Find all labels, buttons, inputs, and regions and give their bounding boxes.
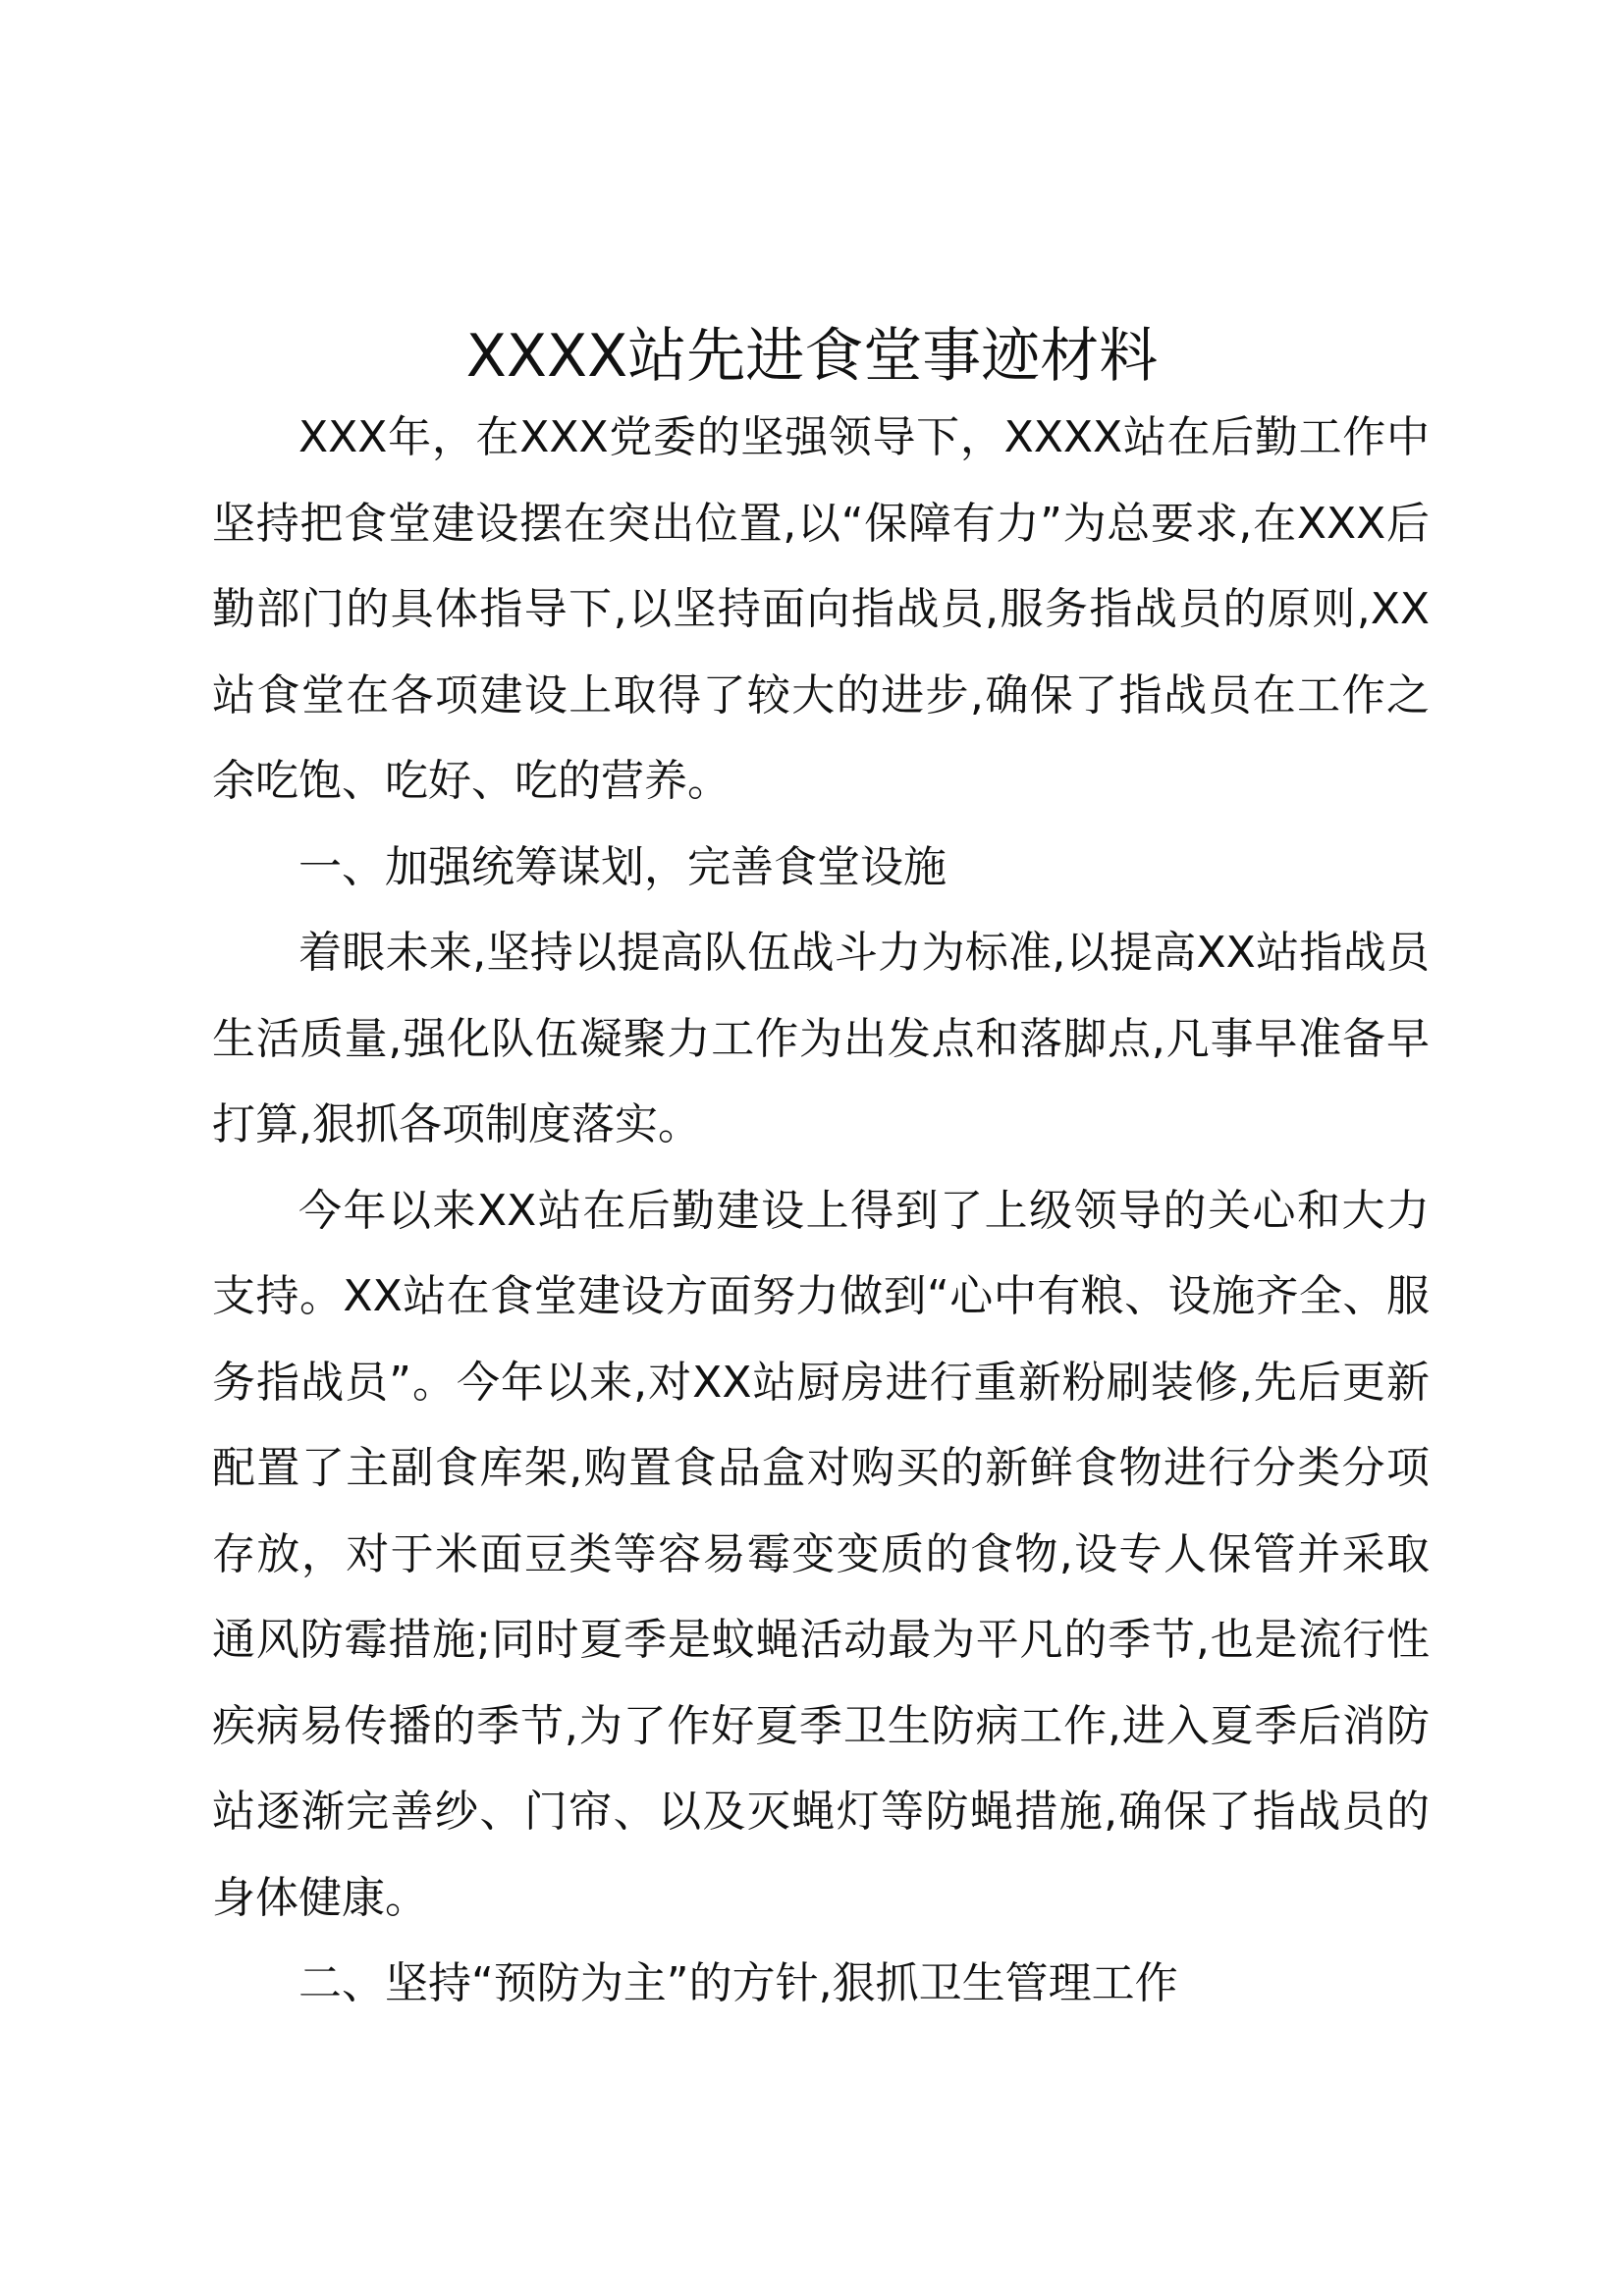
section-heading-1: 一、加强统筹谋划，完善食堂设施 [298, 841, 947, 892]
intro-paragraph: XXX年，在XXX党委的坚强领导下，XXXX站在后勤工作中坚持把食堂建设摆在突出位置,以“保障有力”为总要求,在XXX后勤部门的具体指导下,以坚持面向指战员,服务指战员的原则,XX站食堂在各项建设上取得了较大的进步,确保了指战员在工作之余吃饱、吃好、吃的营养。 [212, 412, 1430, 806]
document-title: XXXX站先进食堂事迹材料 [465, 322, 1159, 391]
section-heading-2: 二、坚持“预防为主”的方针,狠抓卫生管理工作 [298, 1958, 1178, 2008]
body-paragraph: 今年以来XX站在后勤建设上得到了上级领导的关心和大力支持。XX站在食堂建设方面努力做到“心中有粮、设施齐全、服务指战员”。今年以来,对XX站厨房进行重新粉刷装修,先后更新配置了主副食库架,购置食品盒对购买的新鲜食物进行分类分项存放，对于米面豆类等容易霉变变质的食物,设专人保管并采取通风防霉措施;同时夏季是蚊蝇活动最为平凡的季节,也是流行性疾病易传播的季节,为了作好夏季卫生防病工作,进入夏季后消防站逐渐完善纱、门帘、以及灭蝇灯等防蝇措施,确保了指战员的身体健康。 [212, 1185, 1430, 1923]
document-body [212, 395, 1430, 2027]
body-paragraph: 着眼未来,坚持以提高队伍战斗力为标准,以提高XX站指战员生活质量,强化队伍凝聚力工作为出发点和落脚点,凡事早准备早打算,狠抓各项制度落实。 [212, 928, 1430, 1149]
